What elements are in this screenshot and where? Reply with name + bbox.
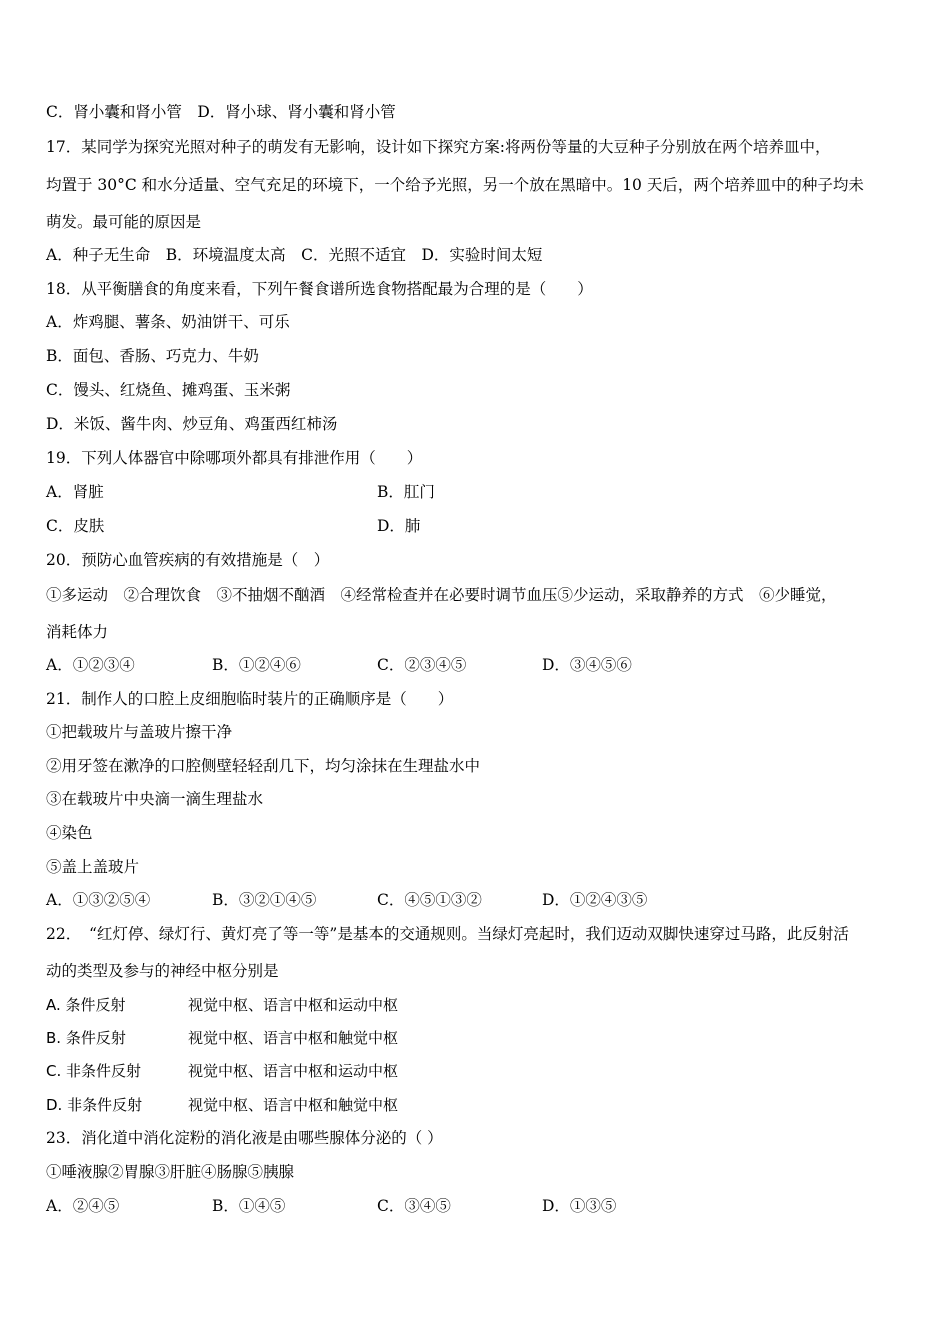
q22-option-c bbox=[46, 1061, 399, 1081]
q23-option-d: D．①③⑤ bbox=[542, 1197, 617, 1215]
q19-option-b: B．肛门 bbox=[377, 483, 435, 501]
q18-option-c: C．馒头、红烧鱼、摊鸡蛋、玉米粥 bbox=[46, 381, 291, 399]
q19-option-c: C．皮肤 bbox=[46, 517, 105, 535]
q22-option-a bbox=[46, 995, 399, 1015]
q21-step-3: ③在载玻片中央滴一滴生理盐水 bbox=[46, 790, 264, 808]
q22-option-a-type: A. 条件反射 bbox=[46, 996, 126, 1014]
q22-option-d-centers: 视觉中枢、语言中枢和触觉中枢 bbox=[188, 1096, 399, 1114]
q22-option-d-type: D. 非条件反射 bbox=[46, 1096, 143, 1114]
q21-step-1: ①把载玻片与盖玻片擦干净 bbox=[46, 723, 233, 741]
q23-option-c: C．③④⑤ bbox=[377, 1197, 451, 1215]
q22-option-b-centers: 视觉中枢、语言中枢和触觉中枢 bbox=[188, 1029, 399, 1047]
q18-option-b: B．面包、香肠、巧克力、牛奶 bbox=[46, 347, 259, 365]
q22-stem-line1: 22． “红灯停、绿灯行、黄灯亮了等一等”是基本的交通规则。当绿灯亮起时，我们迈动双脚快速穿过马路，此反射活 bbox=[46, 925, 849, 943]
q22-option-b bbox=[46, 1028, 399, 1048]
q23-stem: 23．消化道中消化淀粉的消化液是由哪些腺体分泌的（ ） bbox=[46, 1129, 443, 1147]
q17-stem-line2: 均置于 30°C 和水分适量、空气充足的环境下，一个给予光照，另一个放在黑暗中。10 天后，两个培养皿中的种子均未 bbox=[46, 176, 864, 194]
q23-option-b: B．①④⑤ bbox=[212, 1197, 286, 1215]
q20-option-a: A．①②③④ bbox=[46, 656, 135, 674]
q21-step-4: ④染色 bbox=[46, 824, 93, 842]
q22-option-c-centers: 视觉中枢、语言中枢和运动中枢 bbox=[188, 1062, 399, 1080]
q21-option-b: B．③②①④⑤ bbox=[212, 891, 317, 909]
q20-option-d: D．③④⑤⑥ bbox=[542, 656, 632, 674]
q23-glands: ①唾液腺②胃腺③肝脏④肠腺⑤胰腺 bbox=[46, 1163, 295, 1181]
q19-option-a: A．肾脏 bbox=[46, 483, 104, 501]
q22-option-c-type: C. 非条件反射 bbox=[46, 1062, 142, 1080]
q19-option-d: D．肺 bbox=[377, 517, 421, 535]
q21-option-d: D．①②④③⑤ bbox=[542, 891, 648, 909]
q19-stem: 19．下列人体器官中除哪项外都具有排泄作用（ ） bbox=[46, 449, 423, 467]
q20-stem: 20．预防心血管疾病的有效措施是（ ） bbox=[46, 551, 330, 569]
q21-option-a: A．①③②⑤④ bbox=[46, 891, 151, 909]
q20-option-b: B．①②④⑥ bbox=[212, 656, 301, 674]
q22-option-d bbox=[46, 1095, 399, 1115]
q21-option-c: C．④⑤①③② bbox=[377, 891, 482, 909]
q20-measures-line2: 消耗体力 bbox=[46, 623, 109, 641]
q20-option-c: C．②③④⑤ bbox=[377, 656, 467, 674]
q18-option-a: A．炸鸡腿、薯条、奶油饼干、可乐 bbox=[46, 313, 290, 331]
q22-option-b-type: B. 条件反射 bbox=[46, 1029, 126, 1047]
q21-stem: 21．制作人的口腔上皮细胞临时装片的正确顺序是（ ） bbox=[46, 690, 454, 708]
q17-options: A．种子无生命 B．环境温度太高 C．光照不适宜 D．实验时间太短 bbox=[46, 246, 543, 264]
q22-option-a-centers: 视觉中枢、语言中枢和运动中枢 bbox=[188, 996, 399, 1014]
q16-options-line: C．肾小囊和肾小管 D．肾小球、肾小囊和肾小管 bbox=[46, 103, 396, 121]
q17-stem-line3: 萌发。最可能的原因是 bbox=[46, 213, 202, 231]
q23-option-a: A．②④⑤ bbox=[46, 1197, 120, 1215]
q21-step-2: ②用牙签在漱净的口腔侧壁轻轻刮几下，均匀涂抹在生理盐水中 bbox=[46, 757, 481, 775]
q18-stem: 18．从平衡膳食的角度来看，下列午餐食谱所选食物搭配最为合理的是（ ） bbox=[46, 280, 593, 298]
q18-option-d: D．米饭、酱牛肉、炒豆角、鸡蛋西红柿汤 bbox=[46, 415, 338, 433]
q22-stem-line2: 动的类型及参与的神经中枢分别是 bbox=[46, 962, 279, 980]
q17-stem-line1: 17．某同学为探究光照对种子的萌发有无影响，设计如下探究方案:将两份等量的大豆种子分别放在两个培养皿中， bbox=[46, 138, 831, 156]
q21-step-5: ⑤盖上盖玻片 bbox=[46, 858, 140, 876]
q20-measures-line1: ①多运动 ②合理饮食 ③不抽烟不酗酒 ④经常检查并在必要时调节血压⑤少运动，采取静养的方式 ⑥少睡觉， bbox=[46, 586, 837, 604]
